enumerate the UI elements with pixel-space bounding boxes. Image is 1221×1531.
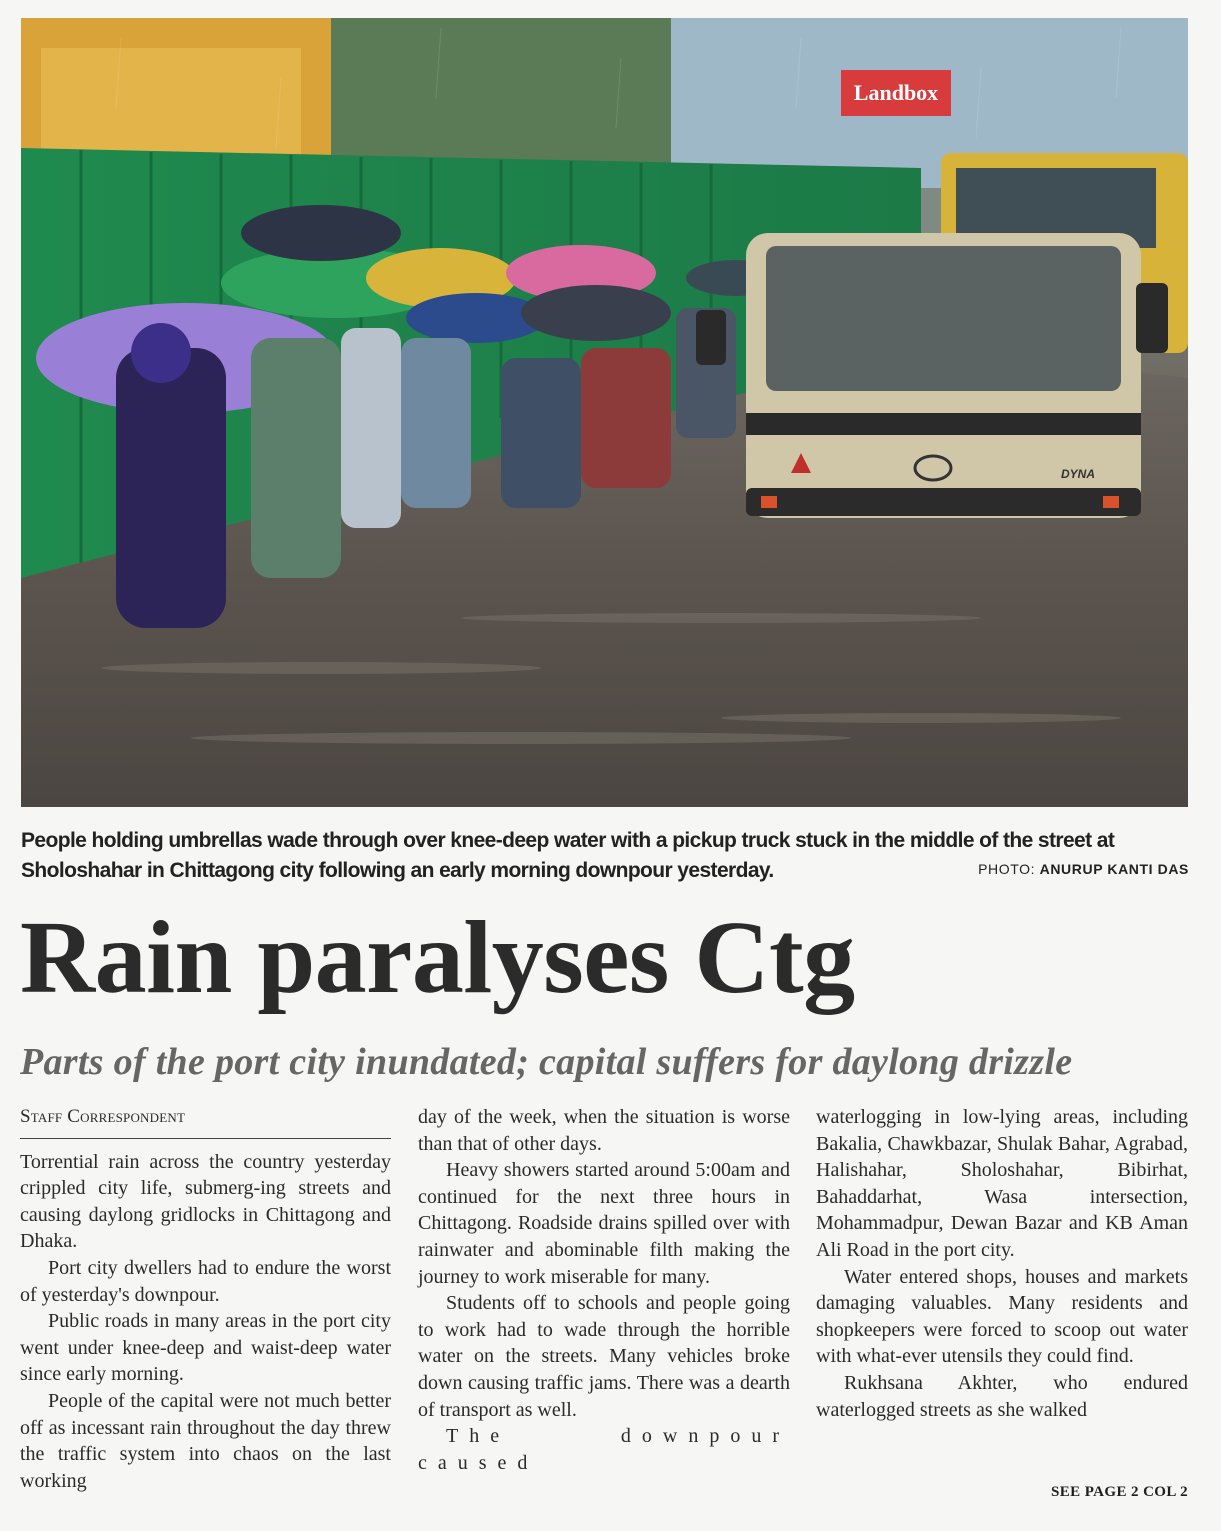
caption-line-1: People holding umbrellas wade through over knee-deep water with a pickup truck stuck in the middle of the street at — [21, 829, 1115, 852]
paragraph: Port city dwellers had to endure the worst of yesterday's downpour. — [20, 1256, 391, 1306]
news-photo — [21, 18, 1188, 807]
paragraph: Heavy showers started around 5:00am and continued for the next three hours in Chittagong. Roadside drains spilled over with rainwater and abominable filth making the journey to work miserable for many. — [418, 1159, 790, 1288]
photo-credit-name: ANURUP KANTI DAS — [1039, 861, 1189, 877]
flooded-street-photo — [21, 18, 1188, 807]
article-column-2 — [418, 1104, 790, 1476]
headline: Rain paralyses Ctg — [20, 900, 855, 1015]
article-column-3 — [816, 1104, 1188, 1423]
paragraph: People of the capital were not much better off as incessant rain throughout the day threw the traffic system into chaos on the last working — [20, 1389, 391, 1492]
paragraph: Public roads in many areas in the port city went under knee-deep and waist-deep water since early morning. — [20, 1310, 391, 1386]
caption-line-2: Sholoshahar in Chittagong city following an early morning downpour yesterday. — [21, 859, 774, 882]
photo-credit — [978, 861, 1189, 877]
truck-model-badge: DYNA — [1061, 467, 1096, 481]
photo-credit-label: PHOTO: — [978, 861, 1036, 877]
paragraph: Rukhsana Akhter, who endured waterlogged streets as she walked — [816, 1371, 1188, 1421]
pickup-truck — [696, 233, 1168, 518]
paragraph: Students off to schools and people going to work had to wade through the horrible water on the streets. Many vehicles broke down causing traffic jams. There was a dearth of transport as well. — [418, 1292, 790, 1421]
byline: Staff Correspondent — [20, 1104, 391, 1139]
subheadline: Parts of the port city inundated; capital suffers for daylong drizzle — [20, 1041, 1073, 1083]
article-column-1 — [20, 1104, 391, 1494]
paragraph: The downpour caused — [418, 1425, 790, 1474]
shop-sign: Landbox — [853, 80, 939, 105]
photo-caption — [21, 826, 1191, 886]
paragraph: Torrential rain across the country yesterday crippled city life, submerg-ing streets and causing daylong gridlocks in Chittagong and Dhaka. — [20, 1150, 391, 1253]
paragraph: waterlogging in low-lying areas, including Bakalia, Chawkbazar, Shulak Bahar, Agrabad, Halishahar, Sholoshahar, Bibirhat, Bahaddarhat, Wasa intersection, Mohammadpur, Dewan Bazar and KB Aman Ali Road in the port city. — [816, 1106, 1188, 1261]
continued-jump-line: SEE PAGE 2 COL 2 — [1051, 1484, 1188, 1500]
paragraph: Water entered shops, houses and markets damaging valuables. Many residents and shopkeepers were forced to scoop out water with what-ever utensils they could find. — [816, 1265, 1188, 1368]
paragraph: day of the week, when the situation is worse than that of other days. — [418, 1106, 790, 1155]
